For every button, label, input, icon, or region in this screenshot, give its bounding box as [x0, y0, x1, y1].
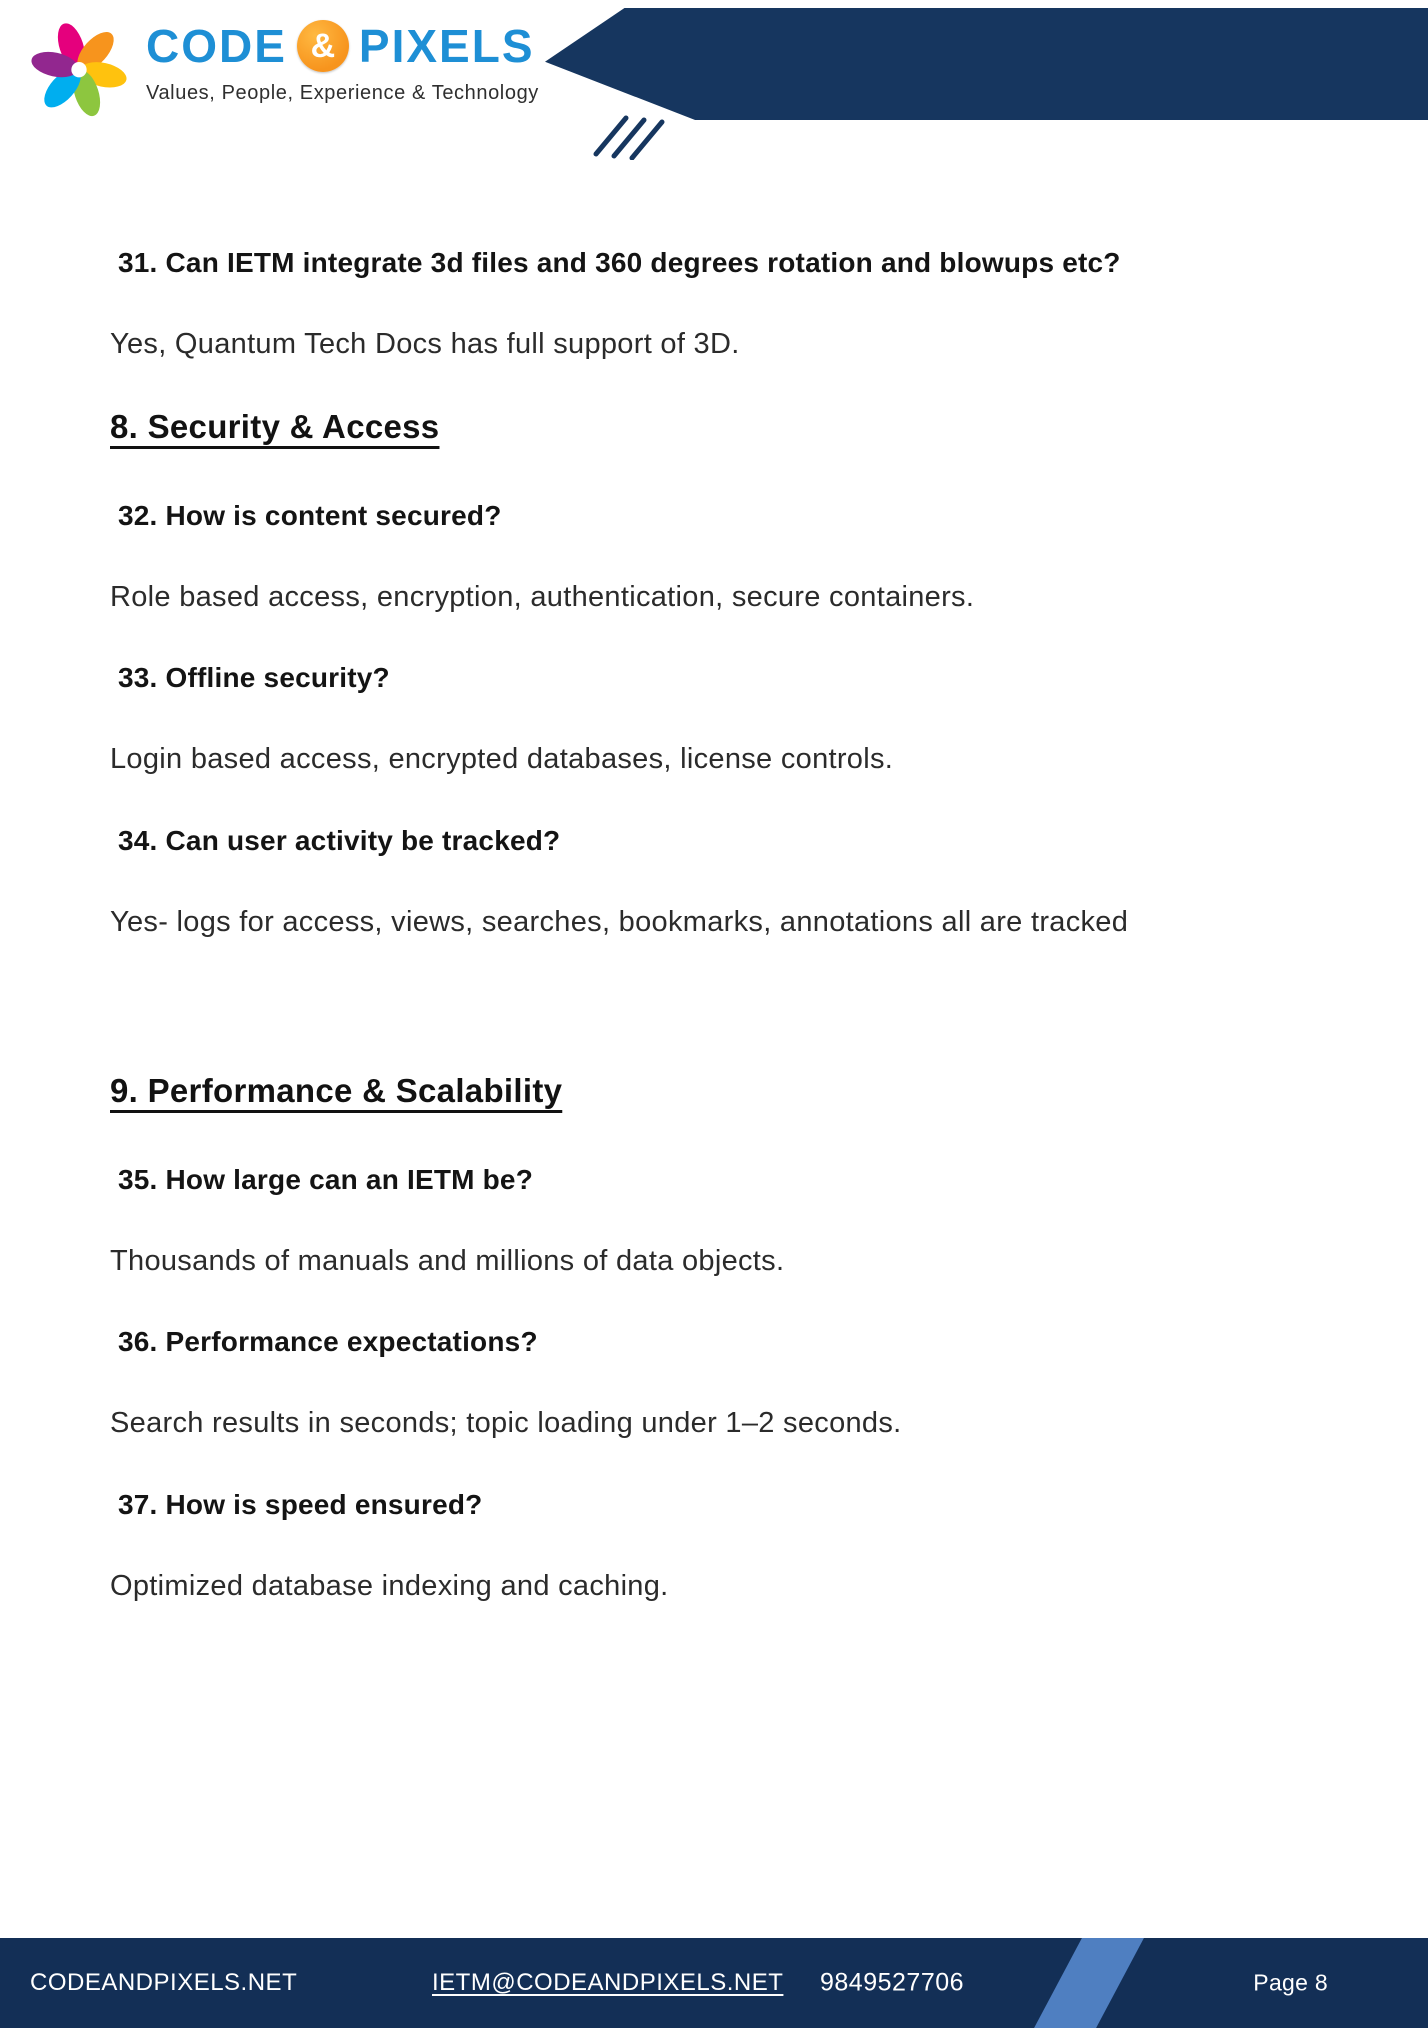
brand-word-code: CODE [146, 19, 287, 72]
footer-email-link[interactable]: IETM@CODEANDPIXELS.NET [432, 1969, 784, 1996]
footer-phone: 9849527706 [820, 1968, 965, 1997]
brand-word-pixels: PIXELS [358, 19, 535, 72]
page-footer [0, 1938, 1428, 2028]
faq-question-37: 37. How is speed ensured? [118, 1489, 483, 1521]
faq-answer-33: Login based access, encrypted databases, license controls. [110, 743, 894, 776]
section-heading-performance-scalability: 9. Performance & Scalability [110, 1071, 563, 1109]
brand-ampersand: & [310, 26, 336, 65]
faq-answer-35: Thousands of manuals and millions of data objects. [110, 1244, 785, 1277]
brand-ampersand-badge [297, 20, 349, 72]
faq-question-32: 32. How is content secured? [118, 499, 502, 531]
faq-question-31: 31. Can IETM integrate 3d files and 360 degrees rotation and blowups etc? [118, 247, 1121, 278]
faq-question-34: 34. Can user activity be tracked? [118, 825, 561, 857]
footer-website: CODEANDPIXELS.NET [30, 1969, 298, 1996]
page-header [0, 0, 1428, 160]
faq-answer-36: Search results in seconds; topic loading under 1–2 seconds. [110, 1407, 902, 1440]
faq-question-35: 35. How large can an IETM be? [118, 1163, 534, 1195]
section-heading-security-access: 8. Security & Access [110, 407, 440, 445]
brand-tagline: Values, People, Experience & Technology [146, 82, 539, 104]
pinwheel-logo-icon [28, 14, 130, 122]
document-body [110, 245, 1318, 1650]
brand-logo [28, 14, 539, 122]
faq-answer-32: Role based access, encryption, authentication, secure containers. [110, 580, 975, 613]
footer-accent-shape [1031, 1938, 1147, 2028]
faq-question-36: 36. Performance expectations? [118, 1326, 538, 1358]
faq-answer-34: Yes- logs for access, views, searches, bookmarks, annotations all are tracked [110, 906, 1129, 939]
faq-question-33: 33. Offline security? [118, 662, 390, 694]
faq-answer-31: Yes, Quantum Tech Docs has full support of 3D. [110, 328, 740, 360]
header-banner-shape [545, 8, 1428, 120]
faq-answer-37: Optimized database indexing and caching. [110, 1570, 669, 1603]
footer-page-number: Page 8 [1253, 1969, 1328, 1996]
banner-stripes-decoration [592, 112, 692, 160]
